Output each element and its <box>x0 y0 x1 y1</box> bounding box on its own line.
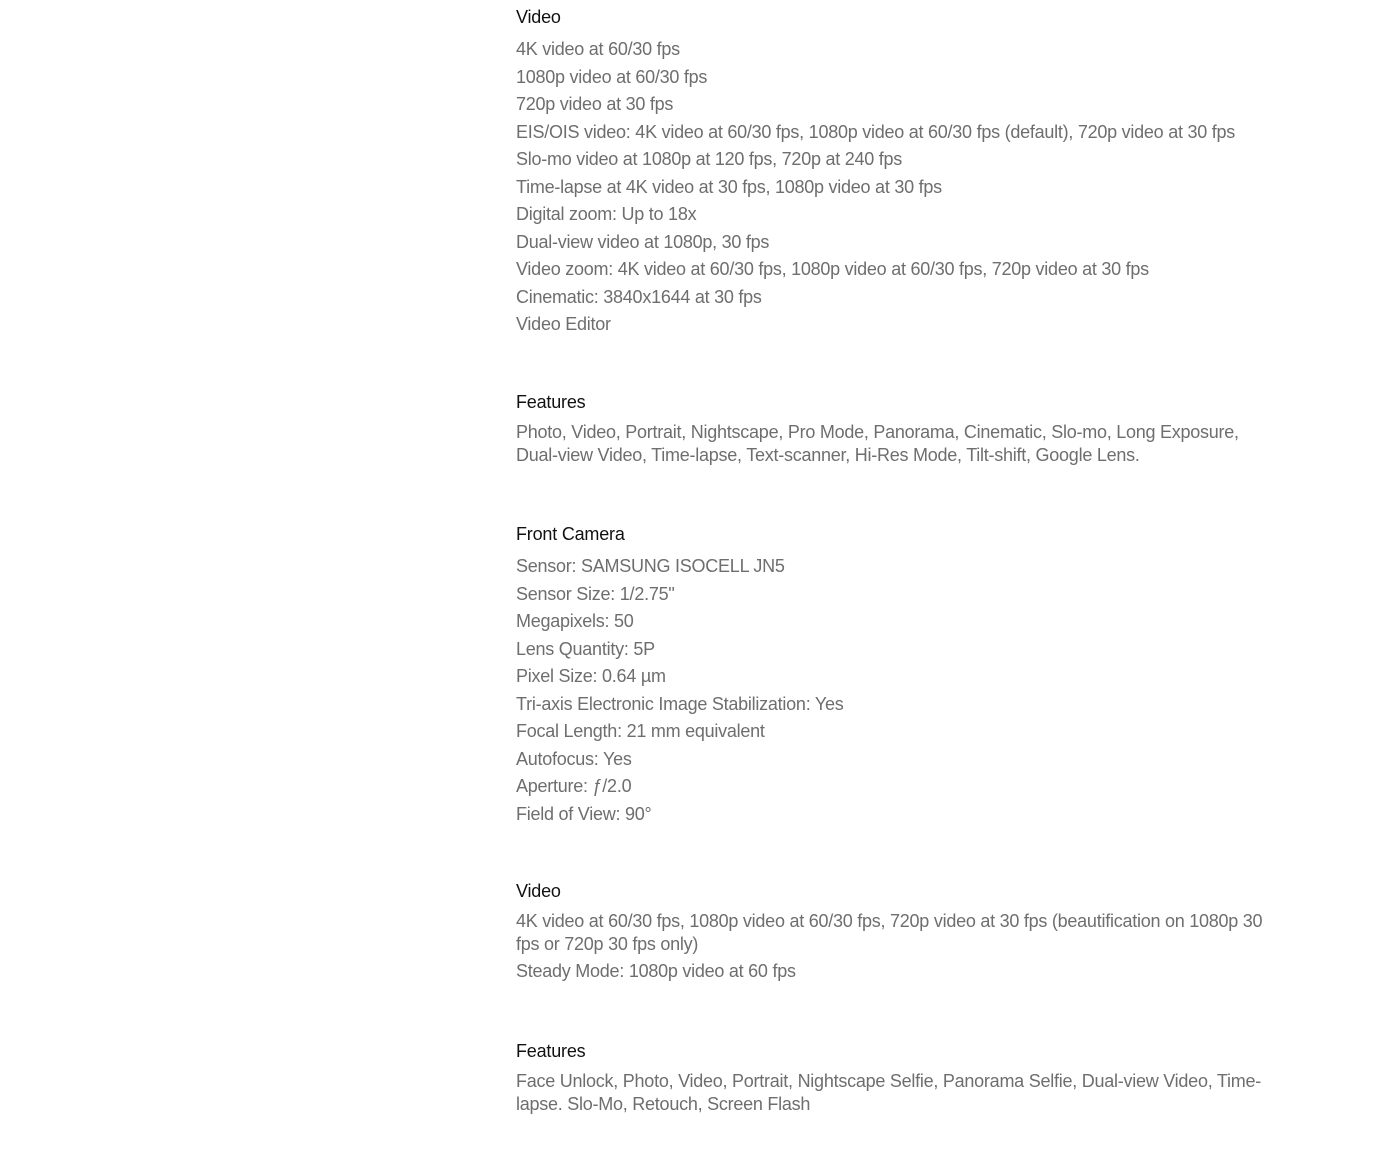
front-camera-item: Pixel Size: 0.64 µm <box>516 666 666 686</box>
front-video-item: 4K video at 60/30 fps, 1080p video at 60/30 fps, 720p video at 30 fps (beautification on 1080p 30 fps or 720p 30 fps only) <box>516 911 1263 954</box>
rear-video-item: Cinematic: 3840x1644 at 30 fps <box>516 286 762 307</box>
front-camera-item: Autofocus: Yes <box>516 748 632 769</box>
specs-content <box>516 5 1266 1116</box>
front-camera-item: Sensor Size: 1/2.75" <box>516 583 675 604</box>
rear-video-item: 1080p video at 60/30 fps <box>516 66 708 87</box>
front-features-title: Features <box>516 1041 586 1061</box>
rear-video-item: Slo-mo video at 1080p at 120 fps, 720p at 240 fps <box>516 149 903 169</box>
rear-video-item: Dual-view video at 1080p, 30 fps <box>516 231 770 252</box>
front-video-item: Steady Mode: 1080p video at 60 fps <box>516 961 796 981</box>
rear-features-section <box>516 390 1266 522</box>
front-camera-item: Lens Quantity: 5P <box>516 638 655 659</box>
rear-video-item: EIS/OIS video: 4K video at 60/30 fps, 1080p video at 60/30 fps (default), 720p video at 30 fps <box>516 121 1235 142</box>
rear-video-item: Time-lapse at 4K video at 30 fps, 1080p video at 30 fps <box>516 176 942 197</box>
front-features-section <box>516 1039 1266 1116</box>
rear-video-section <box>516 5 1266 390</box>
rear-video-item: Digital zoom: Up to 18x <box>516 204 697 224</box>
front-camera-item: Sensor: SAMSUNG ISOCELL JN5 <box>516 556 785 576</box>
rear-video-item: Video zoom: 4K video at 60/30 fps, 1080p video at 60/30 fps, 720p video at 30 fps <box>516 259 1149 279</box>
front-camera-item: Aperture: ƒ/2.0 <box>516 776 632 796</box>
front-video-title: Video <box>516 881 561 901</box>
front-camera-item: Tri-axis Electronic Image Stabilization: Yes <box>516 693 844 714</box>
rear-features-text: Photo, Video, Portrait, Nightscape, Pro Mode, Panorama, Cinematic, Slo-mo, Long Exposure, Dual-view Video, Time-lapse, Text-scanner, Hi-Res Mode, Tilt-shift, Google Lens. <box>516 422 1239 465</box>
front-camera-item: Megapixels: 50 <box>516 611 634 631</box>
front-features-text: Face Unlock, Photo, Video, Portrait, Nightscape Selfie, Panorama Selfie, Dual-view Video, Time-lapse. Slo-Mo, Retouch, Screen Flash <box>516 1071 1261 1114</box>
front-camera-item: Focal Length: 21 mm equivalent <box>516 721 765 741</box>
rear-video-title: Video <box>516 7 561 27</box>
rear-video-item: 720p video at 30 fps <box>516 94 674 114</box>
front-camera-title: Front Camera <box>516 524 625 544</box>
rear-features-title: Features <box>516 392 586 412</box>
front-camera-section <box>516 522 1266 879</box>
front-camera-item: Field of View: 90° <box>516 803 652 824</box>
front-video-section <box>516 879 1266 1039</box>
rear-video-item: Video Editor <box>516 314 611 334</box>
rear-video-item: 4K video at 60/30 fps <box>516 39 680 59</box>
